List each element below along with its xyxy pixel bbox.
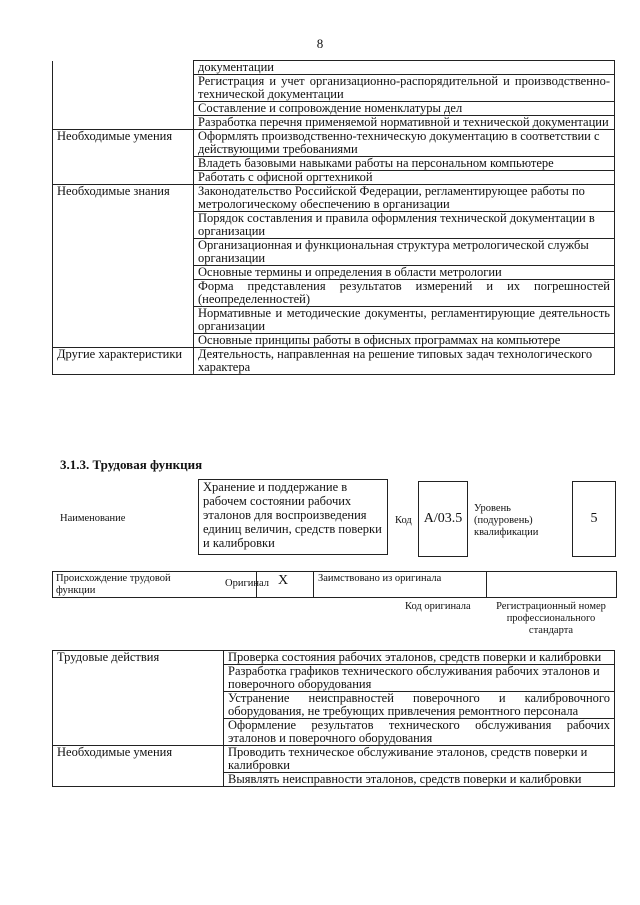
divider [486,572,487,597]
row-item: Регистрация и учет организационно-распорядительной и производственно-технической документации [194,75,615,102]
page-number: 8 [316,36,324,51]
function-code-box: A/03.5 [418,481,468,557]
row-item: Устранение неисправностей поверочного и калибровочного оборудования, не требующих привлечения ремонтного персонала [224,692,615,719]
table-row [53,130,615,157]
level-label: Уровень (подуровень) квалификации [474,503,539,538]
row-item: Форма представления результатов измерений и их погрешностей (неопределенностей) [194,280,615,307]
row-item: Деятельность, направленная на решение типовых задач технологического характера [194,348,615,375]
row-item: Работать с офисной оргтехникой [194,171,615,185]
table-row [53,61,615,75]
row-item: Проводить техническое обслуживание эталонов, средств поверки и калибровки [224,746,615,773]
section-heading: 3.1.3. Трудовая функция [60,457,203,472]
table-row [53,185,615,212]
row-label: Необходимые умения [53,746,224,787]
origin-label: Происхождение трудовой функции [56,573,171,596]
original-label: Оригинал [225,578,269,589]
row-item: Организационная и функциональная структура метрологической службы организации [194,239,615,266]
competency-table-bottom [52,650,615,787]
competency-table-top [52,60,615,375]
level-box: 5 [572,481,616,557]
row-item: документации [194,61,615,75]
table-row [53,651,615,665]
row-label: Другие характеристики [53,348,194,375]
original-mark: X [278,573,289,588]
reg-number-label: Регистрационный номер профессионального стандарта [496,601,606,636]
row-item: Законодательство Российской Федерации, регламентирующее работы по метрологическому обеспечению в организации [194,185,615,212]
name-label: Наименование [60,513,126,524]
divider [313,572,314,597]
row-item: Составление и сопровождение номенклатуры дел [194,102,615,116]
row-item: Порядок составления и правила оформления технической документации в организации [194,212,615,239]
borrowed-label: Заимствовано из оригинала [318,573,442,584]
row-item: Проверка состояния рабочих эталонов, средств поверки и калибровки [224,651,615,665]
row-item: Разработка графиков технического обслуживания рабочих эталонов и поверочного оборудования [224,665,615,692]
row-label [53,61,194,130]
row-item: Владеть базовыми навыками работы на персональном компьютере [194,157,615,171]
row-label: Необходимые умения [53,130,194,185]
table-row [53,746,615,773]
row-item: Оформление результатов технического обслуживания рабочих эталонов и поверочного оборудования [224,719,615,746]
row-item: Выявлять неисправности эталонов, средств поверки и калибровки [224,773,615,787]
row-item: Разработка перечня применяемой нормативной и технической документации [194,116,615,130]
row-label: Необходимые знания [53,185,194,348]
row-item: Нормативные и методические документы, регламентирующие деятельность организации [194,307,615,334]
function-name-box: Хранение и поддержание в рабочем состоянии рабочих эталонов для воспроизведения единиц величин, средств поверки и калибровки [198,479,388,555]
code-label: Код [395,515,412,526]
row-item: Основные принципы работы в офисных программах на компьютере [194,334,615,348]
row-item: Оформлять производственно-техническую документацию в соответствии с действующими требованиями [194,130,615,157]
row-label: Трудовые действия [53,651,224,746]
table-row [53,348,615,375]
row-item: Основные термины и определения в области метрологии [194,266,615,280]
code-original-label: Код оригинала [405,601,471,612]
